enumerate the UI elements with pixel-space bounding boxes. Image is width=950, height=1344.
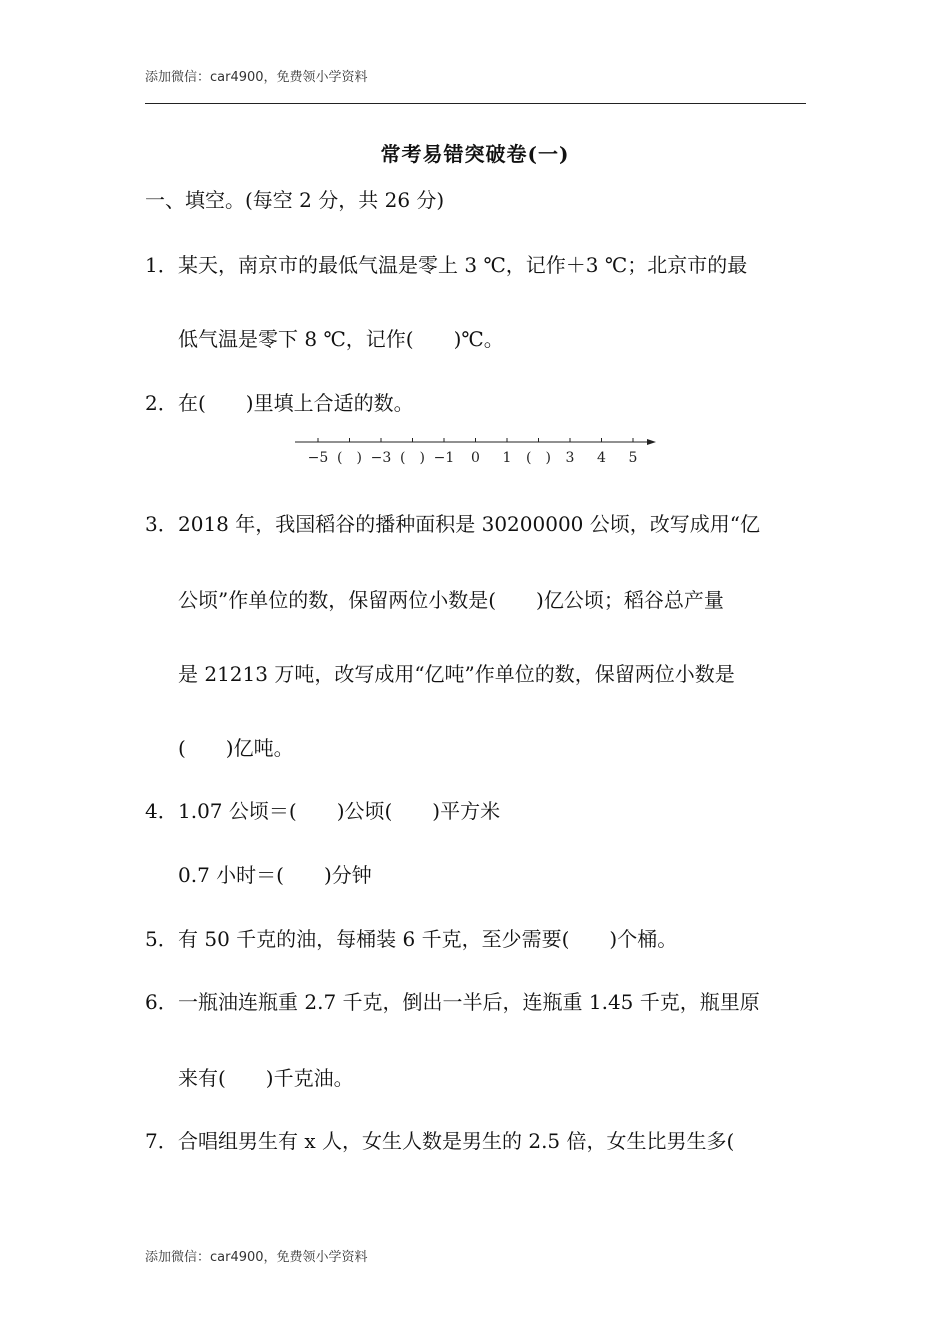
item-4-line-2: 0.7 小时＝( )分钟	[178, 863, 372, 887]
page-title: 常考易错突破卷(一)	[380, 142, 570, 166]
item-7-number: 7．	[145, 1129, 178, 1153]
number-line-label: ( )	[526, 450, 551, 466]
item-5-number: 5．	[145, 927, 178, 951]
header-rule	[145, 103, 806, 104]
number-line-label: 3	[565, 450, 575, 466]
section-heading: 一、填空。(每空 2 分，共 26 分)	[145, 188, 445, 212]
item-2-line-1: 在( )里填上合适的数。	[178, 391, 414, 415]
item-7-line-1: 合唱组男生有 x 人，女生人数是男生的 2.5 倍，女生比男生多(	[178, 1129, 735, 1153]
item-6-line-2: 来有( )千克油。	[178, 1066, 354, 1090]
item-3-line-4: ( )亿吨。	[178, 736, 294, 760]
item-5-line-1: 有 50 千克的油，每桶装 6 千克，至少需要( )个桶。	[178, 927, 678, 951]
number-line-label: −1	[433, 450, 455, 466]
number-line-label: 5	[628, 450, 638, 466]
item-1-line-1: 某天，南京市的最低气温是零上 3 ℃，记作＋3 ℃；北京市的最	[178, 253, 748, 277]
number-line-ticks	[318, 438, 633, 442]
item-4-line-1: 1.07 公顷＝( )公顷( )平方米	[178, 799, 501, 823]
number-line-label: ( )	[337, 450, 362, 466]
item-1-line-2: 低气温是零下 8 ℃，记作( )℃。	[178, 327, 504, 351]
number-line-label: −5	[307, 450, 329, 466]
item-2-number: 2．	[145, 391, 178, 415]
number-line-arrow	[647, 439, 656, 445]
number-line-label: −3	[370, 450, 392, 466]
number-line-label: 4	[597, 450, 606, 466]
item-3-line-2: 公顷”作单位的数，保留两位小数是( )亿公顷；稻谷总产量	[178, 588, 724, 612]
number-line-label: ( )	[400, 450, 425, 466]
item-3-number: 3．	[145, 512, 178, 536]
number-line-labels	[308, 450, 638, 466]
item-3-line-3: 是 21213 万吨，改写成用“亿吨”作单位的数，保留两位小数是	[178, 662, 735, 686]
number-line-label: 1	[502, 450, 512, 466]
item-1-number: 1．	[145, 253, 178, 277]
footer-note: 添加微信：car4900，免费领小学资料	[145, 1250, 368, 1265]
item-6-line-1: 一瓶油连瓶重 2.7 千克，倒出一半后，连瓶重 1.45 千克，瓶里原	[178, 990, 760, 1014]
item-6-number: 6．	[145, 990, 178, 1014]
number-line-label: 0	[471, 450, 480, 466]
item-3-line-1: 2018 年，我国稻谷的播种面积是 30200000 公顷，改写成用“亿	[178, 512, 760, 536]
item-4-number: 4．	[145, 799, 178, 823]
header-note: 添加微信：car4900，免费领小学资料	[145, 70, 368, 85]
number-line-figure	[290, 430, 670, 466]
